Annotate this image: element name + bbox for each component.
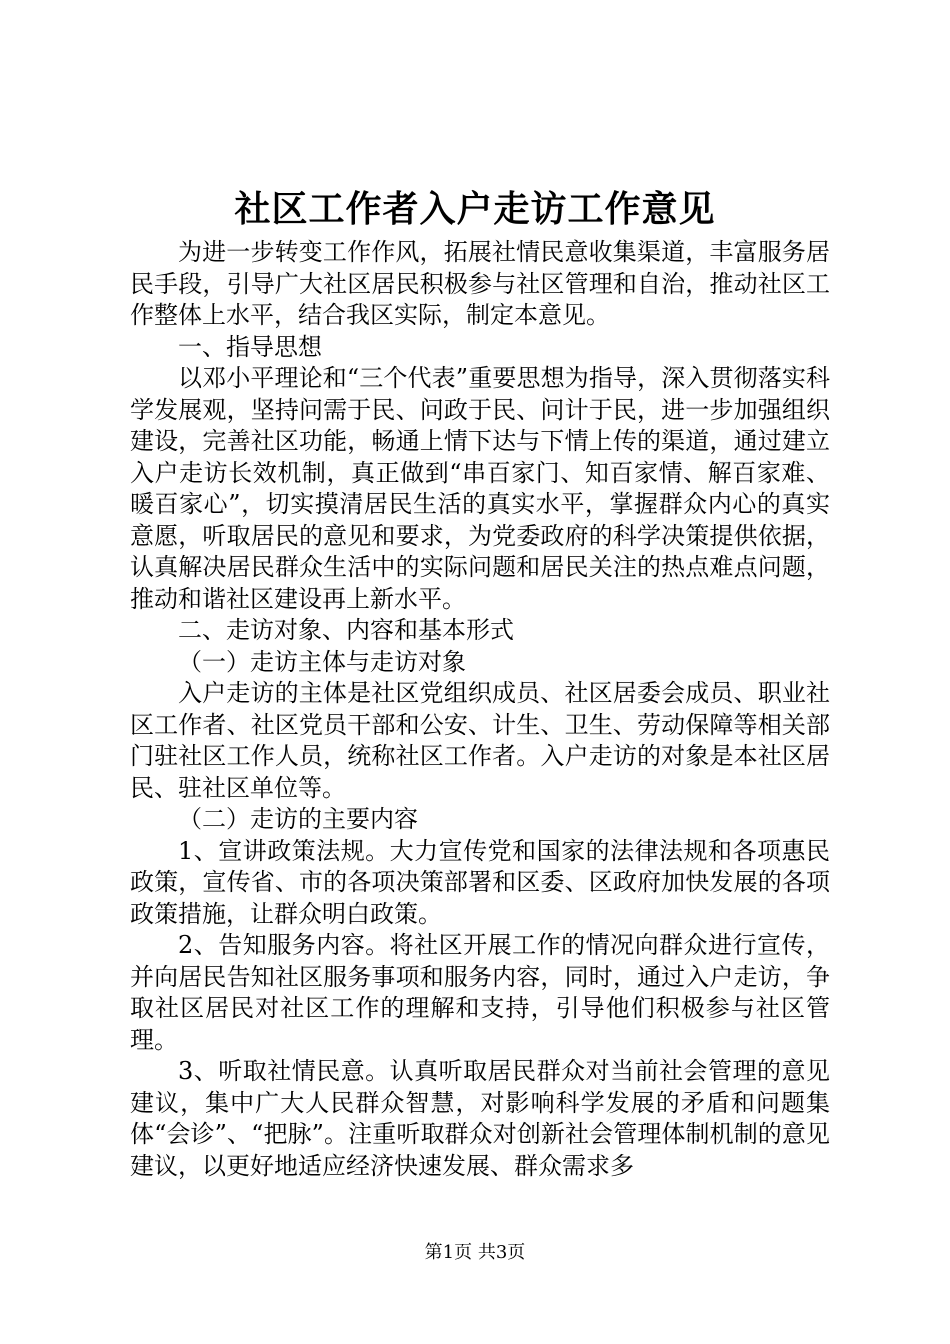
- page-footer: 第1页 共3页: [424, 1242, 526, 1263]
- paragraph-guiding-ideology: 以邓小平理论和“三个代表”重要思想为指导，深入贯彻落实科学发展观，坚持问需于民、问政于民、问计于民，进一步加强组织建设，完善社区功能，畅通上情下达与下情上传的渠道，通过建立入户走访长效机制，真正做到“串百家门、知百家情、解百家难、暖百家心”，切实摸清居民生活的真实水平，掌握群众内心的真实意愿，听取居民的意见和要求，为党委政府的科学决策提供依据，认真解决居民群众生活中的实际问题和居民关注的热点难点问题，推动和谐社区建设再上新水平。: [130, 364, 830, 613]
- subheading-visit-subjects: （一）走访主体与走访对象: [178, 647, 466, 676]
- document-title: 社区工作者入户走访工作意见: [234, 188, 716, 230]
- document-body: [130, 237, 830, 1182]
- paragraph-item-3: 3、听取社情民意。认真听取居民群众对当前社会管理的意见建议，集中广大人民群众智慧，对影响科学发展的矛盾和问题集体“会诊”、“把脉”。注重听取群众对创新社会管理体制机制的意见建议，以更好地适应经济快速发展、群众需求多: [130, 1057, 830, 1180]
- subheading-visit-content: （二）走访的主要内容: [178, 805, 418, 833]
- paragraph-intro: 为进一步转变工作作风，拓展社情民意收集渠道，丰富服务居民手段，引导广大社区居民积极参与社区管理和自治，推动社区工作整体上水平，结合我区实际，制定本意见。: [130, 238, 830, 329]
- paragraph-visit-subjects: 入户走访的主体是社区党组织成员、社区居委会成员、职业社区工作者、社区党员干部和公安、计生、卫生、劳动保障等相关部门驻社区工作人员，统称社区工作者。入户走访的对象是本社区居民、驻社区单位等。: [130, 679, 830, 802]
- heading-guiding-ideology: 一、指导思想: [178, 332, 322, 361]
- paragraph-item-1: 1、宣讲政策法规。大力宣传党和国家的法律法规和各项惠民政策，宣传省、市的各项决策部署和区委、区政府加快发展的各项政策措施，让群众明白政策。: [130, 836, 830, 928]
- heading-visit-objects: 二、走访对象、内容和基本形式: [178, 616, 514, 644]
- paragraph-item-2: 2、告知服务内容。将社区开展工作的情况向群众进行宣传，并向居民告知社区服务事项和服务内容，同时，通过入户走访，争取社区居民对社区工作的理解和支持，引导他们积极参与社区管理。: [130, 931, 830, 1054]
